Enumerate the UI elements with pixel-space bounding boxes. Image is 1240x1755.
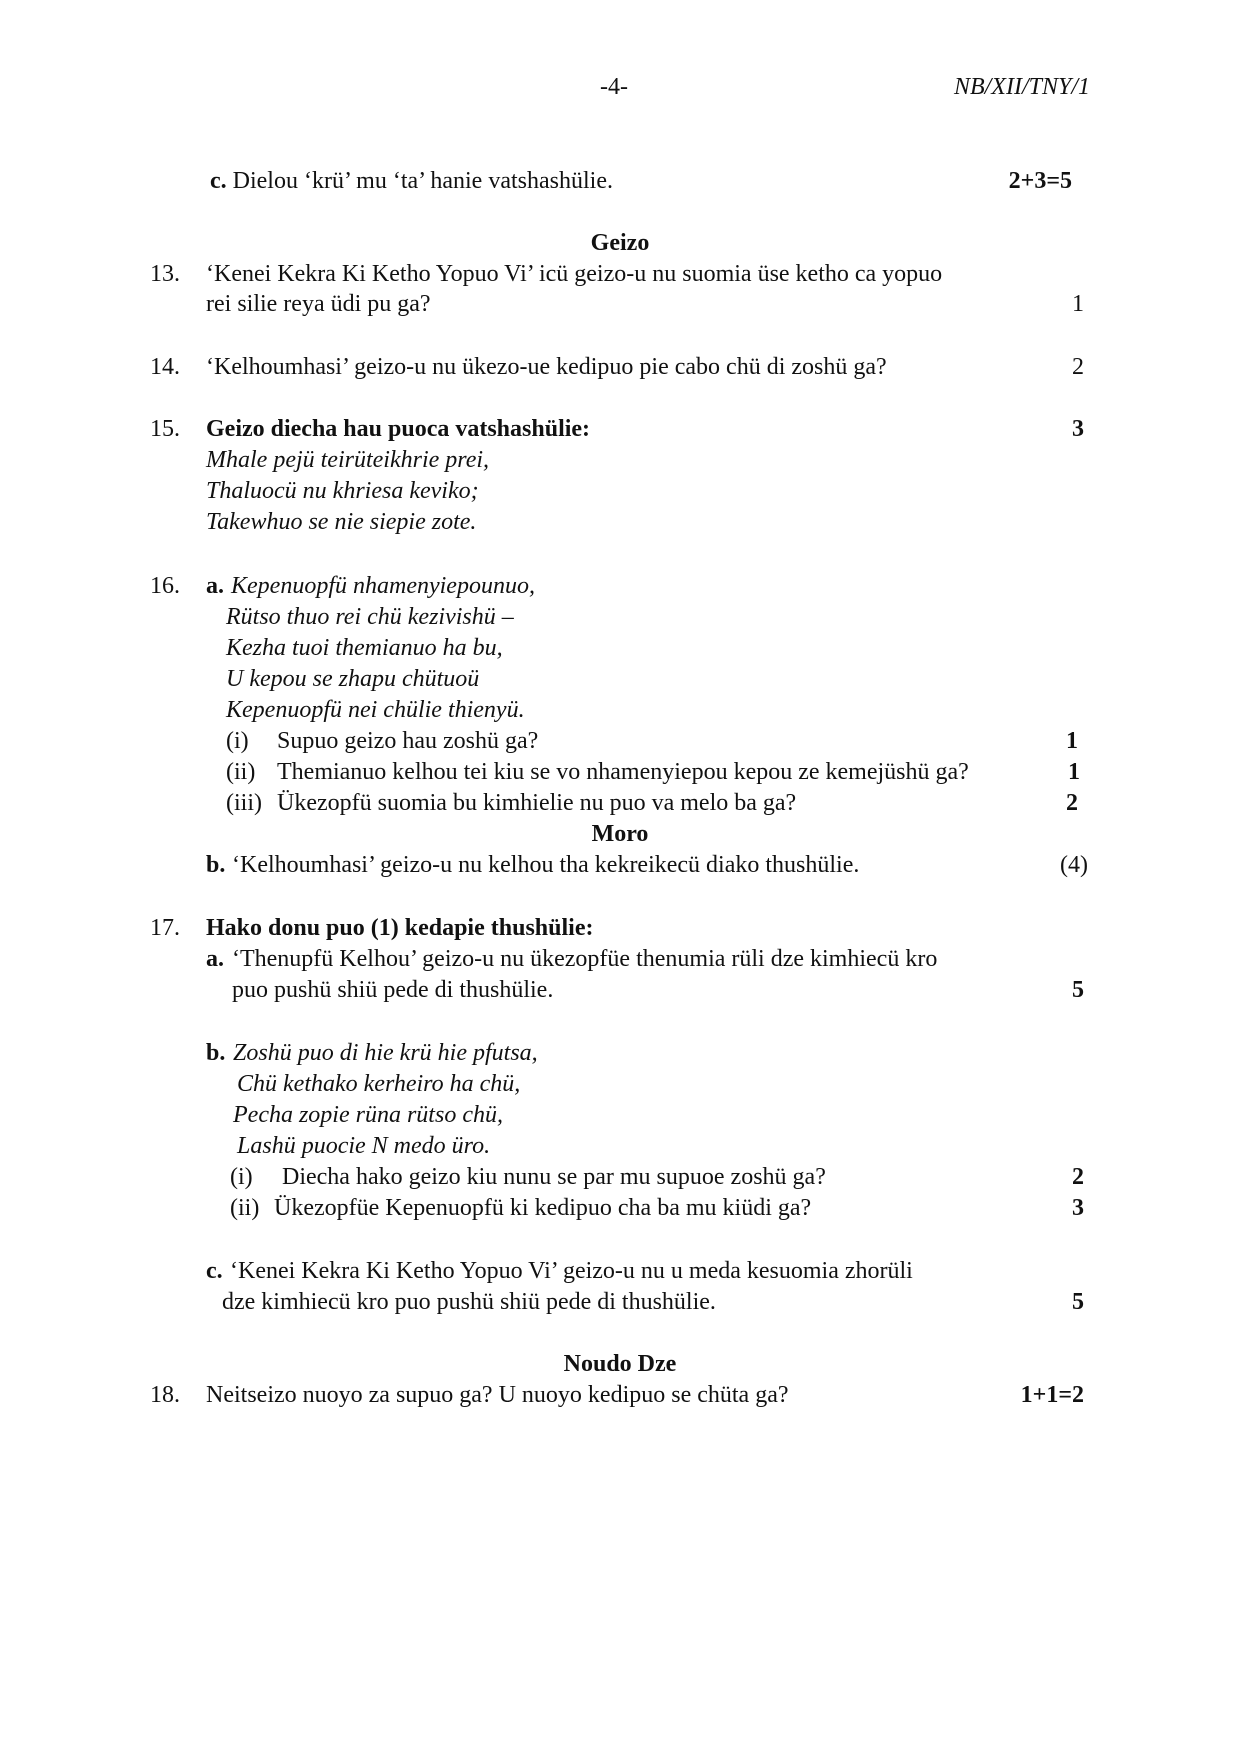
question-13-line2: rei silie reya üdi pu ga? — [206, 291, 431, 317]
marks-12c: 2+3=5 — [1008, 168, 1072, 194]
poem-line: Lashü puocie N medo üro. — [237, 1133, 491, 1159]
section-heading-geizo: Geizo — [590, 230, 650, 256]
poem-line: U kepou se zhapu chütuoü — [226, 666, 480, 692]
question-16b-text: ‘Kelhoumhasi’ geizo-u nu kelhou tha kekreikecü diako thushülie. — [232, 852, 860, 878]
sub-question-text: Supuo geizo hau zoshü ga? — [277, 728, 539, 754]
question-15-title: Geizo diecha hau puoca vatshashülie: — [206, 416, 591, 442]
sub-question-text: Ükezopfüe Kepenuopfü ki kedipuo cha ba mu kiüdi ga? — [274, 1195, 812, 1221]
sub-question-label: (iii) — [226, 790, 262, 816]
sub-question-text: Themianuo kelhou tei kiu se vo nhamenyiepou kepou ze kemejüshü ga? — [277, 759, 969, 785]
question-17c-line2: dze kimhiecü kro puo pushü shiü pede di thushülie. — [222, 1289, 716, 1315]
marks-16b: (4) — [1060, 852, 1088, 878]
marks-13: 1 — [1072, 291, 1084, 317]
poem-line: Kepenuopfü nhamenyiepounuo, — [231, 573, 535, 599]
sub-label-b: b. — [206, 852, 226, 878]
sub-question-marks: 1 — [1066, 728, 1078, 754]
question-number-13: 13. — [150, 261, 180, 287]
sub-question-label: (ii) — [230, 1195, 260, 1221]
sub-question-label: (i) — [226, 728, 249, 754]
question-17c-line1: ‘Kenei Kekra Ki Ketho Yopuo Vi’ geizo-u nu u meda kesuomia zhorüli — [230, 1258, 913, 1284]
sub-label-c: c. — [206, 1258, 223, 1284]
poem-line: Chü kethako kerheiro ha chü, — [237, 1071, 521, 1097]
sub-label-a: a. — [206, 946, 224, 972]
question-17a-line2: puo pushü shiü pede di thushülie. — [232, 977, 554, 1003]
poem-line: Pecha zopie rüna rütso chü, — [233, 1102, 503, 1128]
sub-label-a: a. — [206, 573, 224, 599]
sub-question-marks: 2 — [1072, 1164, 1084, 1190]
question-14-text: ‘Kelhoumhasi’ geizo-u nu ükezo-ue kedipuo pie cabo chü di zoshü ga? — [206, 354, 887, 380]
question-12c — [210, 166, 613, 196]
section-heading-noudo-dze: Noudo Dze — [563, 1351, 677, 1377]
poem-line: Mhale pejü teirüteikhrie prei, — [206, 447, 490, 473]
poem-line: Takewhuo se nie siepie zote. — [206, 509, 477, 535]
question-18-text: Neitseizo nuoyo za supuo ga? U nuoyo kedipuo se chüta ga? — [206, 1382, 789, 1408]
marks-17c: 5 — [1072, 1289, 1084, 1315]
sub-question-label: (ii) — [226, 759, 256, 785]
sub-question-text: Diecha hako geizo kiu nunu se par mu supuoe zoshü ga? — [282, 1164, 826, 1190]
question-17a-line1: ‘Thenupfü Kelhou’ geizo-u nu ükezopfüe thenumia rüli dze kimhiecü kro — [232, 946, 938, 972]
marks-17a: 5 — [1072, 977, 1084, 1003]
marks-14: 2 — [1072, 354, 1084, 380]
question-13-line1: ‘Kenei Kekra Ki Ketho Yopuo Vi’ icü geizo-u nu suomia üse ketho ca yopuo — [206, 261, 943, 287]
poem-line: Thaluocü nu khriesa keviko; — [206, 478, 479, 504]
question-number-16: 16. — [150, 573, 180, 599]
sub-question-marks: 1 — [1068, 759, 1080, 785]
or-heading: Moro — [591, 821, 649, 847]
sub-label-b: b. — [206, 1040, 226, 1066]
page-number: -4- — [600, 74, 628, 100]
sub-question-text: Ükezopfü suomia bu kimhielie nu puo va melo ba ga? — [277, 790, 797, 816]
question-number-18: 18. — [150, 1382, 180, 1408]
sub-label: c. — [210, 168, 227, 194]
paper-code: NB/XII/TNY/1 — [953, 74, 1090, 100]
question-number-14: 14. — [150, 354, 180, 380]
sub-question-label: (i) — [230, 1164, 253, 1190]
marks-18: 1+1=2 — [1020, 1382, 1084, 1408]
sub-question-marks: 3 — [1072, 1195, 1084, 1221]
marks-15: 3 — [1072, 416, 1084, 442]
poem-line: Kezha tuoi themianuo ha bu, — [226, 635, 503, 661]
question-text: Dielou ‘krü’ mu ‘ta’ hanie vatshashülie. — [232, 168, 613, 194]
poem-line: Rütso thuo rei chü kezivishü – — [226, 604, 514, 630]
poem-line: Kepenuopfü nei chülie thienyü. — [226, 697, 525, 723]
sub-question-marks: 2 — [1066, 790, 1078, 816]
question-number-15: 15. — [150, 416, 180, 442]
poem-line: Zoshü puo di hie krü hie pfutsa, — [233, 1040, 538, 1066]
question-17-title: Hako donu puo (1) kedapie thushülie: — [206, 915, 594, 941]
question-number-17: 17. — [150, 915, 180, 941]
